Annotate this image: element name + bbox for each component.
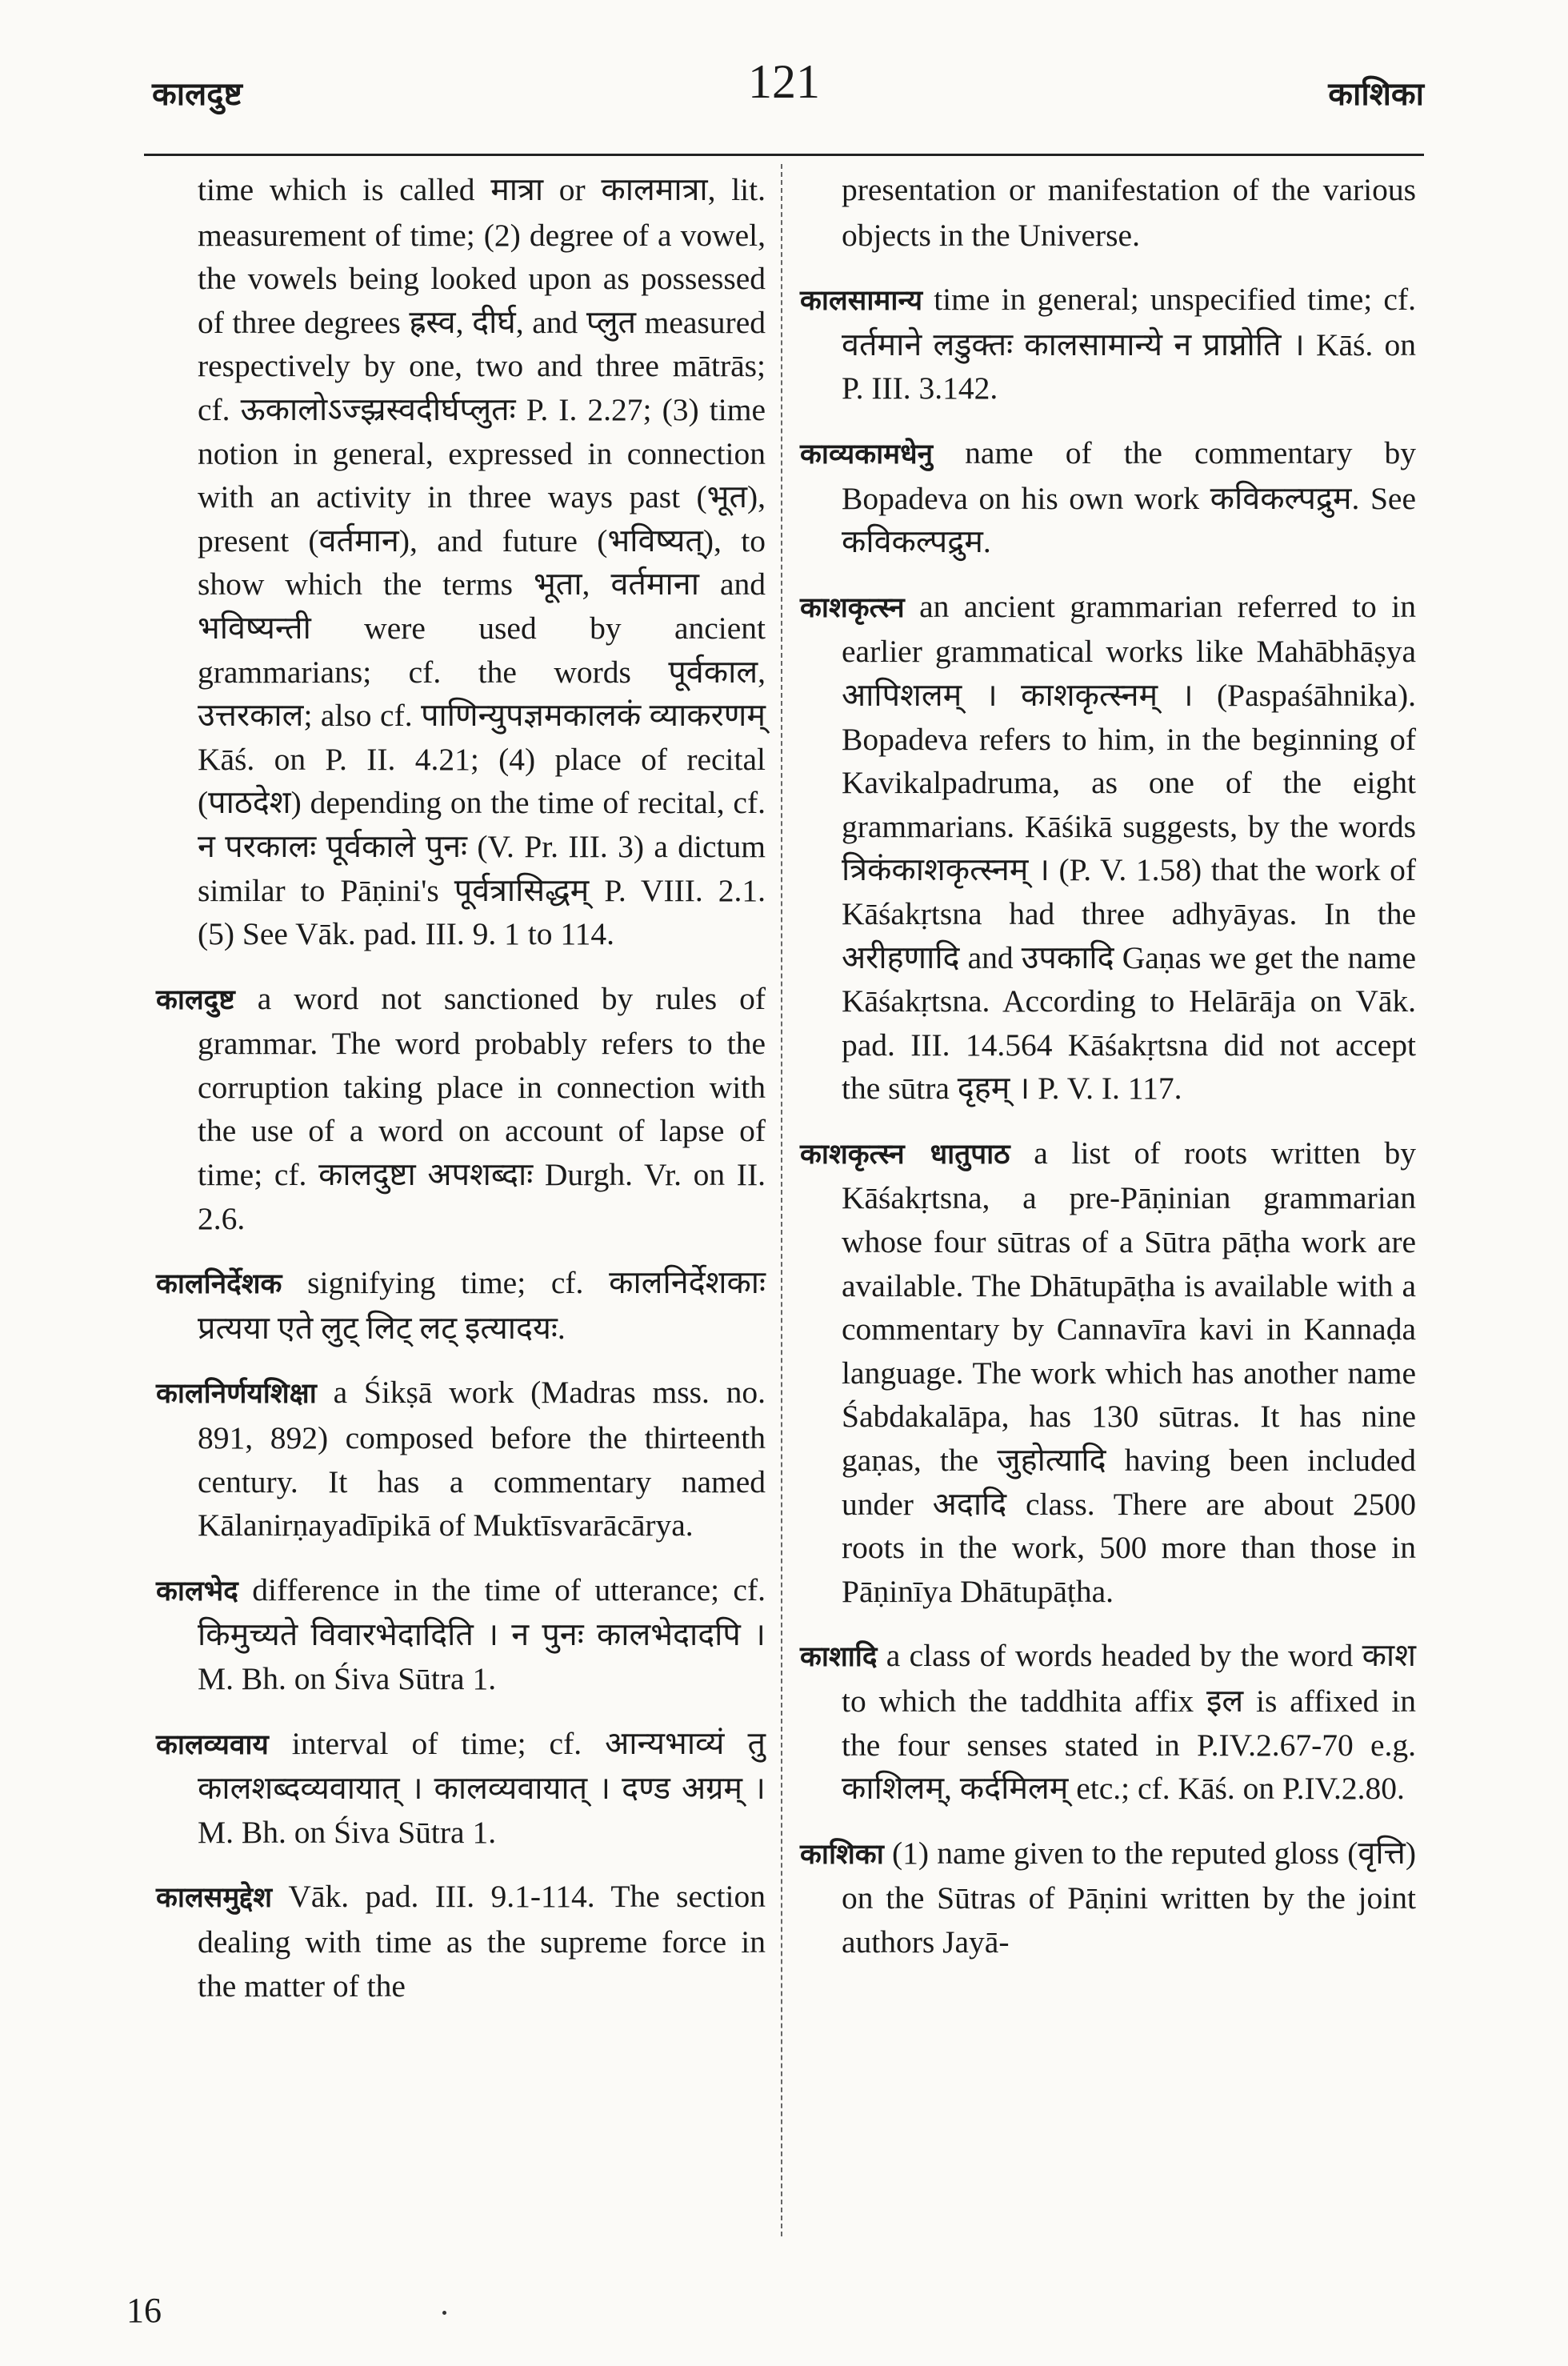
- dictionary-entry: [156, 977, 766, 1241]
- print-dot: [442, 2311, 446, 2315]
- dictionary-entry: [800, 168, 1416, 257]
- right-column: [800, 168, 1416, 1985]
- dictionary-entry: [800, 1131, 1416, 1614]
- entry-headword: कालनिर्देशक: [156, 1268, 282, 1301]
- entry-headword: काशिका: [800, 1838, 884, 1871]
- entry-headword: काव्यकामधेनु: [800, 438, 934, 470]
- entry-text: an ancient grammarian referred to in earlier grammatical works like Mahābhāṣya आपिशलम् । काशकृत्स्नम् । (Paspaśāhnika). Bopadeva refers to him, in the beginning of Kavikalpadruma, as one of the eight grammarians. Kāśikā suggests, by the words त्रिकंकाशकृत्स्नम् । (P. V. 1.58) that the work of Kāśakṛtsna had three adhyāyas. In the अरीहणादि and उपकादि Gaṇas we get the name Kāśakṛtsna. According to Helārāja on Vāk. pad. III. 14.564 Kāśakṛtsna did not accept the sūtra दृहम् । P. V. I. 117.: [842, 588, 1416, 1107]
- entry-headword: काशकृत्स्न: [800, 591, 905, 624]
- entry-headword: कालनिर्णयशिक्षा: [156, 1378, 317, 1411]
- entry-headword: कालव्यवाय: [156, 1728, 269, 1761]
- entry-headword: काशादि: [800, 1641, 878, 1674]
- dictionary-entry: [156, 1722, 766, 1855]
- entry-headword: कालभेद: [156, 1575, 238, 1607]
- entry-text: a Śikṣā work (Madras mss. no. 891, 892) composed before the thirteenth century. It has a commentary named Kālanirṇayadīpikā of Muktīsvarācārya.: [198, 1375, 766, 1543]
- page-number: 121: [748, 55, 820, 108]
- dictionary-entry: [800, 1832, 1416, 1964]
- signature-mark: 16: [126, 2291, 162, 2330]
- entry-headword: काशकृत्स्न धातुपाठ: [800, 1138, 1010, 1171]
- entry-headword: कालसामान्य: [800, 285, 923, 318]
- running-head-right: काशिका: [1328, 76, 1424, 112]
- dictionary-entry: [156, 1568, 766, 1701]
- entry-text: a class of words headed by the word काश to which the taddhita affix इल is affixed in the four senses stated in P.IV.2.67-70 e.g. काशिलम्, कर्दमिलम् etc.; cf. Kāś. on P.IV.2.80.: [842, 1638, 1417, 1807]
- entry-text: time in general; unspecified time; cf. वर्तमाने लडुक्तः कालसामान्ये न प्राप्नोति । Kāś. on P. III. 3.142.: [842, 282, 1416, 406]
- dictionary-entry: [800, 278, 1416, 410]
- dictionary-entry: [800, 585, 1416, 1111]
- dictionary-entry: [156, 1261, 766, 1350]
- entry-headword: कालदुष्ट: [156, 983, 235, 1016]
- entry-text: a list of roots written by Kāśakṛtsna, a pre-Pāṇinian grammarian whose four sūtras of a Sūtra pāṭha work are available. The Dhātupāṭha is available with a commentary by Cannavīra kavi in Kannaḍa language. The work which has another name Śabdakalāpa, has 130 sūtras. It has nine gaṇas, the जुहोत्यादि having been included under अदादि class. There are about 2500 roots in the work, 500 more than those in Pāṇinīya Dhātupāṭha.: [842, 1135, 1416, 1609]
- left-column: [156, 168, 766, 2028]
- dictionary-entry: [156, 1875, 766, 2008]
- dictionary-entry: [156, 168, 766, 956]
- entry-text: Vāk. pad. III. 9.1-114. The section dealing with time as the supreme force in the matter of the: [198, 1879, 766, 2004]
- entry-text: a word not sanctioned by rules of grammar. The word probably refers to the corruption taking place in connection with the use of a word on account of lapse of time; cf. कालदुष्टा अपशब्दाः Durgh. Vr. on II. 2.6.: [198, 980, 766, 1236]
- dictionary-entry: [800, 431, 1416, 564]
- dictionary-entry: [156, 1371, 766, 1547]
- column-divider: [781, 164, 782, 2236]
- header-rule: [144, 154, 1424, 156]
- dictionary-entry: [800, 1634, 1416, 1810]
- entry-text: signifying time; cf. कालनिर्देशकाः प्रत्यया एते लुट् लिट् लट् इत्यादयः.: [198, 1265, 766, 1346]
- page-header: [0, 48, 1568, 136]
- entry-headword: कालसमुद्देश: [156, 1882, 273, 1915]
- entry-text: difference in the time of utterance; cf. किमुच्यते विवारभेदादिति । न पुनः कालभेदादपि । M. Bh. on Śiva Sūtra 1.: [198, 1571, 766, 1696]
- running-head-left: कालदुष्ट: [152, 76, 242, 112]
- entry-text: interval of time; cf. आन्यभाव्यं तु कालशब्दव्यवायात् । कालव्यवायात् । दण्ड अग्रम् । M. Bh. on Śiva Sūtra 1.: [198, 1725, 766, 1850]
- entry-text: name of the commentary by Bopadeva on his own work कविकल्पद्रुम. See कविकल्पद्रुम.: [842, 434, 1417, 560]
- entry-text: presentation or manifestation of the various objects in the Universe.: [842, 172, 1416, 253]
- entry-text: (1) name given to the reputed gloss (वृत्ति) on the Sūtras of Pāṇini written by the joint authors Jayā-: [842, 1835, 1416, 1960]
- entry-text: time which is called मात्रा or कालमात्रा, lit. measurement of time; (2) degree of a vowel, the vowels being looked upon as possessed of three degrees ह्रस्व, दीर्घ, and प्लुत measured respectively by one, two and three mātrās; cf. ऊकालोऽज्झ्रस्वदीर्घप्लुतः P. I. 2.27; (3) time notion in general, expressed in connection with an activity in three ways past (भूत), present (वर्तमान), and future (भविष्यत्), to show which the terms भूता, वर्तमाना and भविष्यन्ती were used by ancient grammarians; cf. the words पूर्वकाल, उत्तरकाल; also cf. पाणिन्युपज्ञमकालकं व्याकरणम् Kāś. on P. II. 4.21; (4) place of recital (पाठदेश) depending on the time of recital, cf. न परकालः पूर्वकाले पुनः (V. Pr. III. 3) a dictum similar to Pāṇini's पूर्वत्रासिद्धम् P. VIII. 2.1. (5) See Vāk. pad. III. 9. 1 to 114.: [198, 172, 766, 952]
